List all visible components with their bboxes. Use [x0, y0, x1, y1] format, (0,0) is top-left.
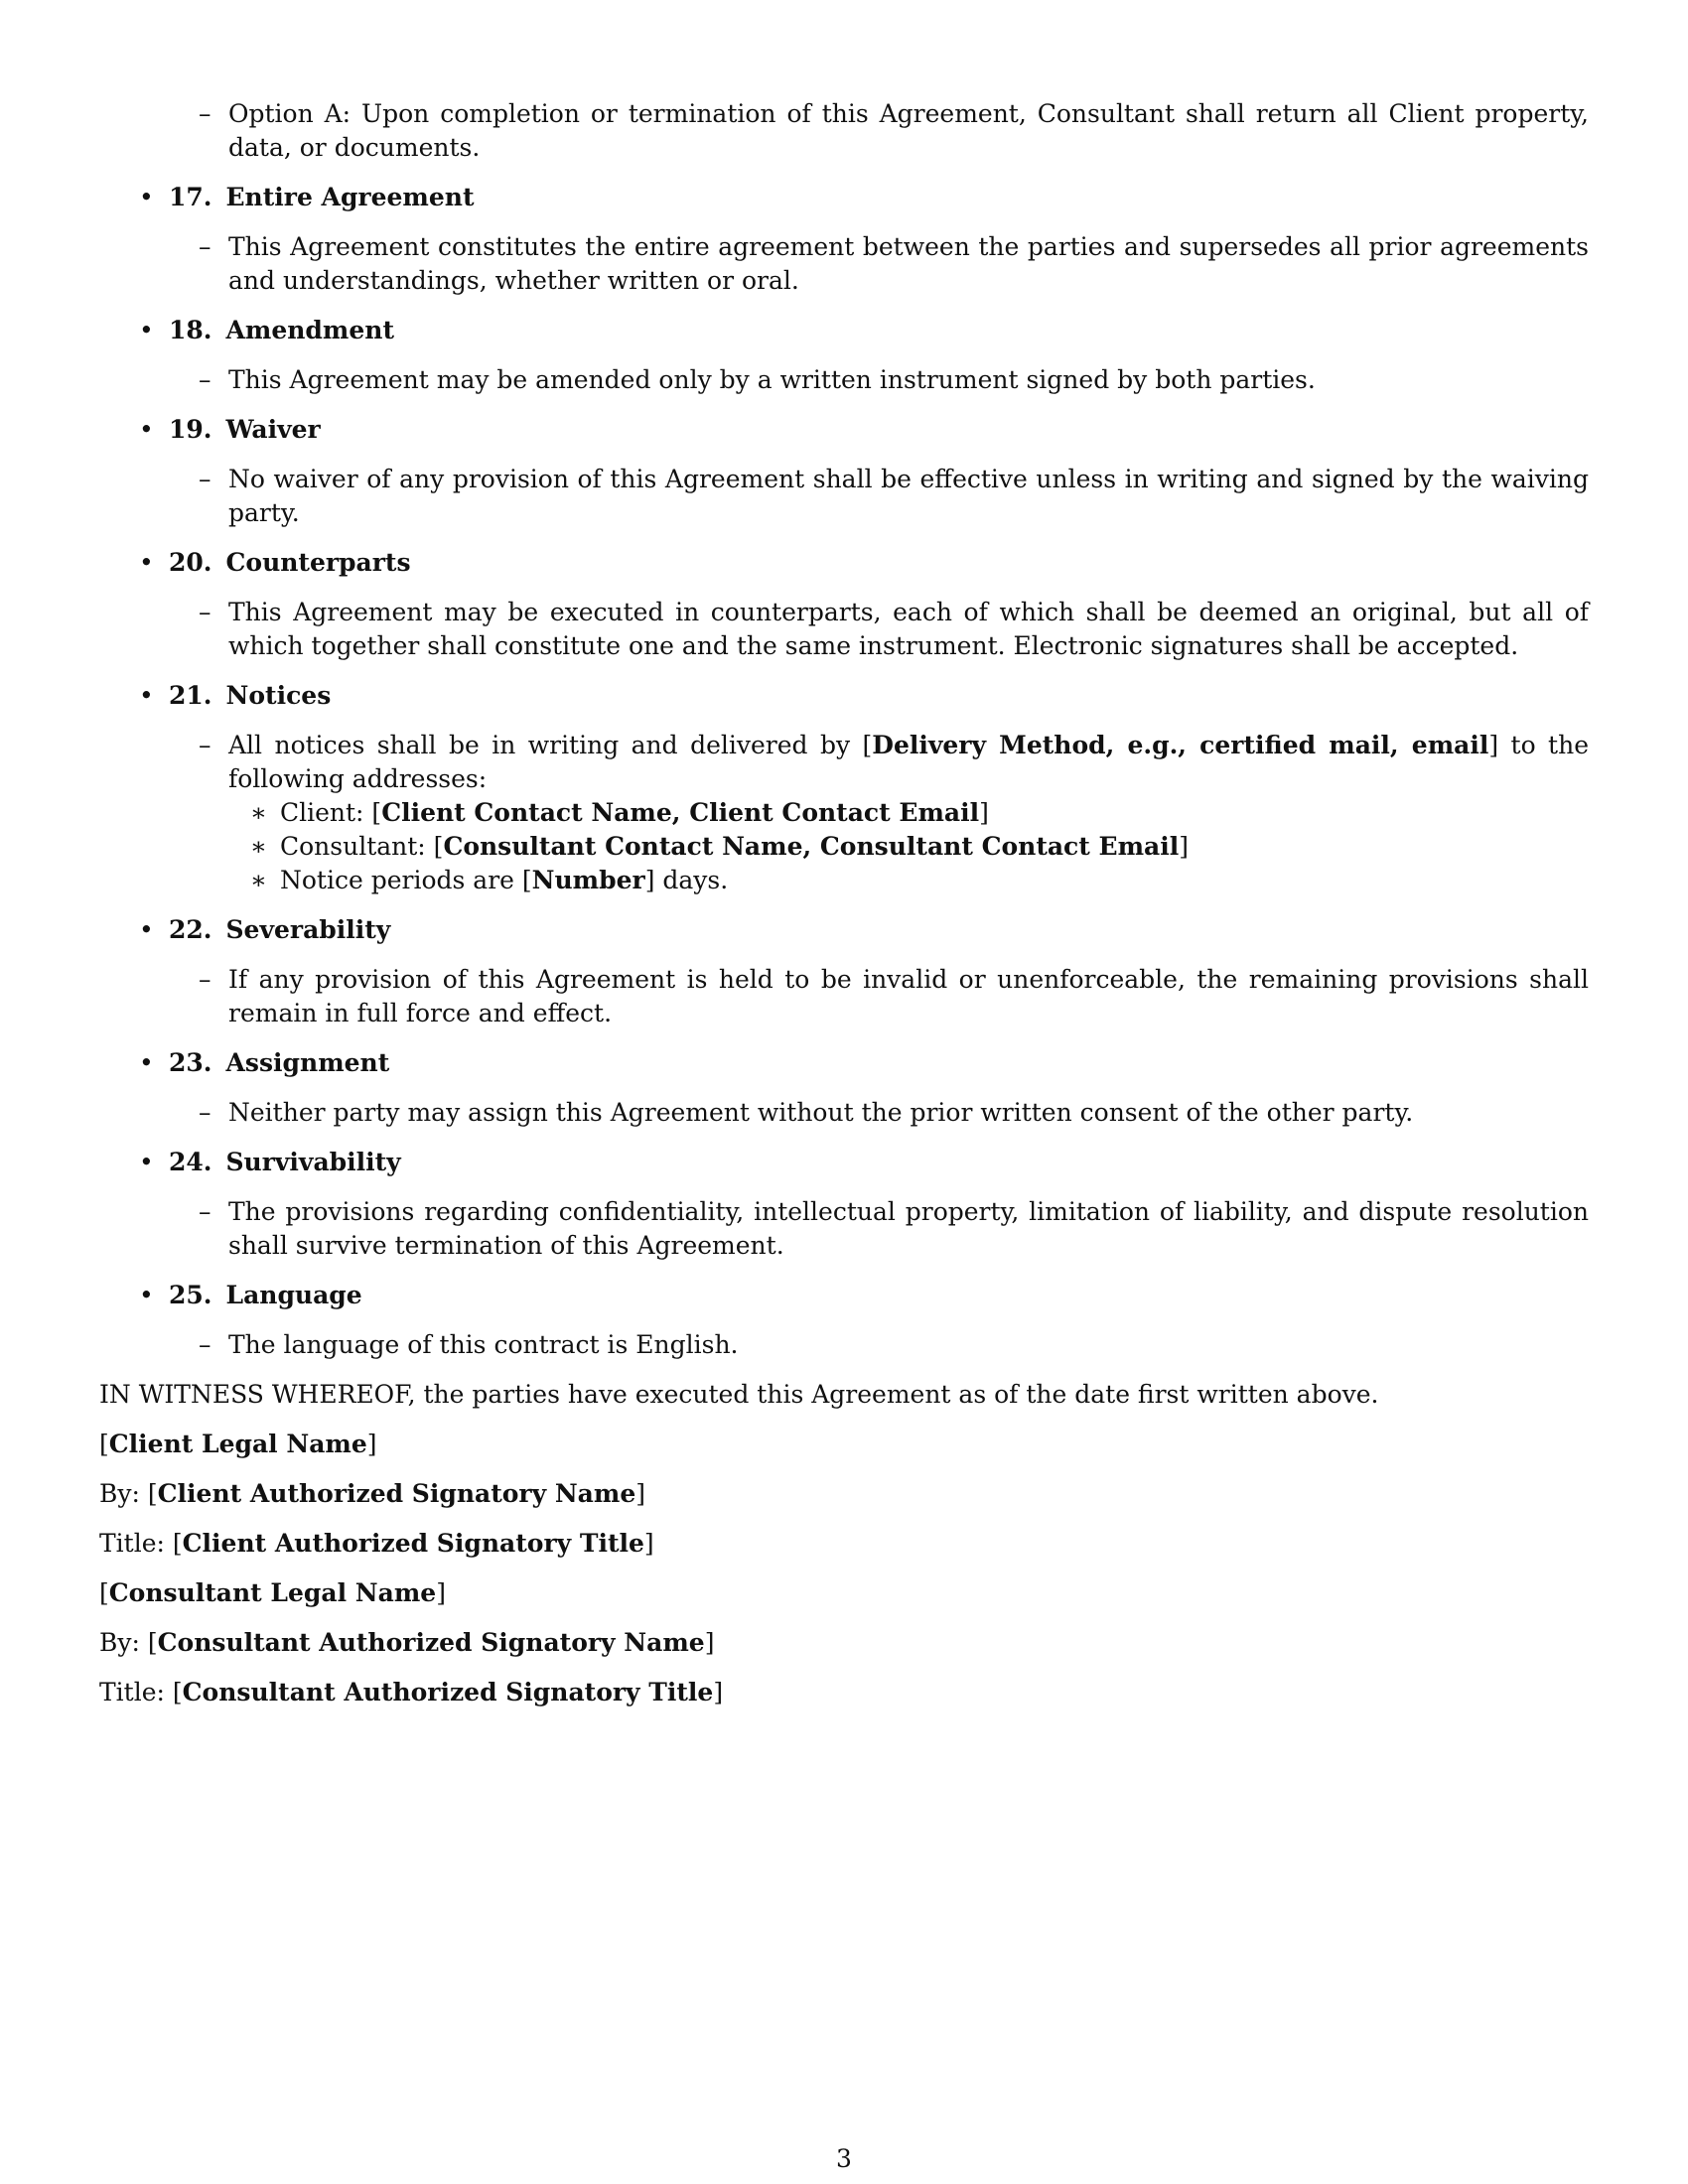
client-contact-placeholder: Client Contact Name, Client Contact Email	[381, 798, 980, 827]
bullet-marker: •	[139, 915, 154, 944]
notice-address-list	[228, 796, 1589, 897]
clause-severability	[199, 963, 1589, 1030]
section-heading-entire-agreement	[139, 181, 1589, 214]
dash-marker: –	[199, 1330, 211, 1359]
clause-waiver	[199, 463, 1589, 530]
by-label: By:	[99, 1628, 148, 1657]
section-number: 22.	[169, 915, 212, 944]
client-signatory-name-line	[99, 1477, 1589, 1511]
consultant-legal-name-line	[99, 1576, 1589, 1610]
consultant-signatory-title-line	[99, 1676, 1589, 1709]
client-legal-name-placeholder: Client Legal Name	[108, 1430, 367, 1458]
clause-text: This Agreement constitutes the entire agreement between the parties and supersedes all prior agreements and understandings, whether written or oral.	[228, 232, 1589, 295]
section-title: Amendment	[225, 316, 394, 344]
star-marker: ∗	[250, 832, 267, 861]
clause-option-a	[199, 97, 1589, 165]
section-title: Notices	[225, 681, 332, 710]
clause-assignment	[199, 1096, 1589, 1130]
bullet-marker: •	[139, 681, 154, 710]
section-title: Waiver	[225, 415, 321, 444]
close-bracket: ]	[635, 1479, 645, 1508]
client-signatory-title-placeholder: Client Authorized Signatory Title	[182, 1529, 644, 1558]
section-title: Severability	[225, 915, 391, 944]
section-number: 20.	[169, 548, 212, 577]
notice-period-placeholder: Number	[531, 866, 645, 894]
title-label: Title:	[99, 1529, 173, 1558]
close-bracket: ]	[366, 1430, 377, 1458]
clause-text: The provisions regarding confidentiality, intellectual property, limitation of liability, and dispute resolution shall survive termination of this Agreement.	[228, 1197, 1589, 1260]
close-bracket: ]	[979, 798, 989, 827]
client-legal-name-line	[99, 1428, 1589, 1461]
dash-marker: –	[199, 731, 211, 759]
notices-text-after: ] to the following addresses:	[228, 731, 1590, 793]
consultant-signatory-name-line	[99, 1626, 1589, 1660]
list-item-notice-period	[250, 864, 1589, 897]
dash-marker: –	[199, 965, 211, 994]
close-bracket: ]	[643, 1529, 654, 1558]
clause-text	[228, 731, 1589, 793]
client-signatory-name-placeholder: Client Authorized Signatory Name	[157, 1479, 636, 1508]
bullet-marker: •	[139, 1148, 154, 1176]
bullet-marker: •	[139, 183, 154, 211]
delivery-method-placeholder: Delivery Method, e.g., certified mail, email	[872, 731, 1489, 759]
close-bracket: ]	[1179, 832, 1189, 861]
section-number: 21.	[169, 681, 212, 710]
client-contact-label: Client: [	[280, 798, 382, 827]
dash-marker: –	[199, 232, 211, 261]
clause-text: Neither party may assign this Agreement without the prior written consent of the other party.	[228, 1098, 1414, 1127]
witness-statement: IN WITNESS WHEREOF, the parties have executed this Agreement as of the date first written above.	[99, 1380, 1379, 1409]
section-title: Counterparts	[225, 548, 411, 577]
open-bracket: [	[99, 1578, 109, 1607]
clause-notices	[199, 729, 1590, 897]
clause-survivability	[199, 1195, 1589, 1263]
section-number: 17.	[169, 183, 212, 211]
clause-counterparts	[199, 596, 1589, 663]
dash-marker: –	[199, 598, 211, 626]
consultant-signatory-name-placeholder: Consultant Authorized Signatory Name	[157, 1628, 705, 1657]
clause-text: The language of this contract is English.	[228, 1330, 739, 1359]
section-title: Assignment	[225, 1048, 390, 1077]
clause-text: No waiver of any provision of this Agreement shall be effective unless in writing and signed by the waiving party.	[228, 465, 1589, 527]
consultant-contact-placeholder: Consultant Contact Name, Consultant Contact Email	[443, 832, 1180, 861]
section-title: Survivability	[225, 1148, 401, 1176]
open-bracket: [	[172, 1529, 183, 1558]
list-item-consultant-contact	[250, 830, 1589, 864]
clause-text: This Agreement may be executed in counterparts, each of which shall be deemed an original, but all of which together shall constitute one and the same instrument. Electronic signatures shall be accepted.	[228, 598, 1589, 660]
title-label: Title:	[99, 1678, 173, 1706]
section-heading-notices	[139, 679, 1589, 713]
section-number: 18.	[169, 316, 212, 344]
close-bracket: ]	[713, 1678, 724, 1706]
clause-text: Option A: Upon completion or termination of this Agreement, Consultant shall return all Client property, data, or documents.	[228, 99, 1589, 162]
close-bracket: ]	[704, 1628, 715, 1657]
close-bracket: ]	[436, 1578, 446, 1607]
section-heading-survivability	[139, 1146, 1589, 1179]
section-number: 25.	[169, 1281, 212, 1309]
consultant-legal-name-placeholder: Consultant Legal Name	[108, 1578, 437, 1607]
consultant-contact-label: Consultant: [	[280, 832, 444, 861]
client-signatory-title-line	[99, 1527, 1589, 1561]
dash-marker: –	[199, 1197, 211, 1226]
consultant-signatory-title-placeholder: Consultant Authorized Signatory Title	[182, 1678, 714, 1706]
star-marker: ∗	[250, 866, 267, 894]
section-number: 19.	[169, 415, 212, 444]
star-marker: ∗	[250, 798, 267, 827]
bullet-marker: •	[139, 1281, 154, 1309]
section-heading-severability	[139, 913, 1589, 947]
bullet-marker: •	[139, 316, 154, 344]
section-title: Entire Agreement	[225, 183, 475, 211]
list-item-client-contact	[250, 796, 1589, 830]
dash-marker: –	[199, 99, 211, 128]
section-heading-assignment	[139, 1046, 1589, 1080]
clause-language	[199, 1328, 1589, 1362]
section-number: 24.	[169, 1148, 212, 1176]
open-bracket: [	[99, 1430, 109, 1458]
section-heading-counterparts	[139, 546, 1589, 580]
clause-text: This Agreement may be amended only by a written instrument signed by both parties.	[228, 365, 1316, 394]
notices-text-before: All notices shall be in writing and delivered by [	[228, 731, 873, 759]
bullet-marker: •	[139, 548, 154, 577]
clause-amendment	[199, 363, 1589, 397]
bullet-marker: •	[139, 415, 154, 444]
by-label: By:	[99, 1479, 148, 1508]
open-bracket: [	[147, 1479, 158, 1508]
open-bracket: [	[172, 1678, 183, 1706]
section-title: Language	[225, 1281, 362, 1309]
bullet-marker: •	[139, 1048, 154, 1077]
clause-text: If any provision of this Agreement is held to be invalid or unenforceable, the remaining provisions shall remain in full force and effect.	[228, 965, 1589, 1027]
page-number: 3	[836, 2144, 852, 2173]
notice-period-after: ] days.	[644, 866, 729, 894]
document-page	[99, 97, 1589, 1709]
clause-entire-agreement	[199, 230, 1589, 298]
notice-period-before: Notice periods are [	[280, 866, 532, 894]
section-number: 23.	[169, 1048, 212, 1077]
section-heading-waiver	[139, 413, 1589, 447]
section-heading-language	[139, 1279, 1589, 1312]
dash-marker: –	[199, 365, 211, 394]
dash-marker: –	[199, 1098, 211, 1127]
open-bracket: [	[147, 1628, 158, 1657]
dash-marker: –	[199, 465, 211, 493]
section-heading-amendment	[139, 314, 1589, 347]
